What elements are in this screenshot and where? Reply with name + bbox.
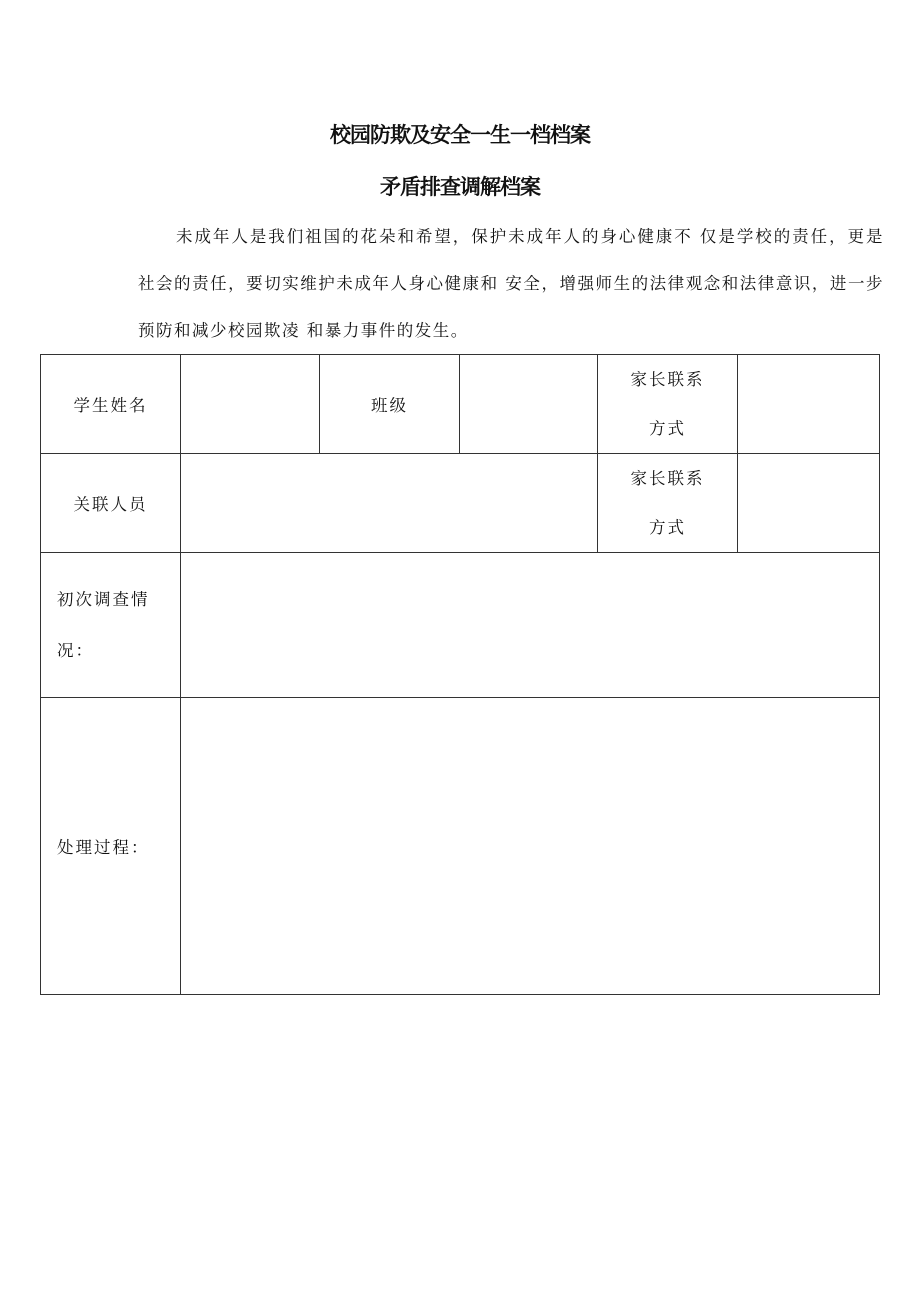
initial-investigation-label-line1: 初次调查情 — [57, 590, 150, 609]
handling-process-label: 处理过程： — [41, 698, 181, 995]
table-row — [41, 698, 880, 995]
student-name-label: 学生姓名 — [41, 355, 181, 454]
initial-investigation-label-line2: 况： — [57, 641, 94, 660]
table-row — [41, 355, 880, 454]
intro-paragraph: 未成年人是我们祖国的花朵和希望，保护未成年人的身心健康不 仅是学校的责任，更是社会的责任，要切实维护未成年人身心健康和 安全，增强师生的法律观念和法律意识，进一步预防和减少校园欺凌 和暴力事件的发生。 — [138, 227, 884, 340]
class-label: 班级 — [320, 355, 460, 454]
parent-contact-label — [598, 355, 738, 454]
document-title: 校园防欺及安全一生一档档案 — [330, 123, 590, 147]
parent-contact-label-line2: 方式 — [649, 419, 686, 438]
initial-investigation-field[interactable] — [181, 553, 880, 698]
related-persons-field[interactable] — [181, 454, 598, 553]
document-subtitle: 矛盾排查调解档案 — [380, 175, 540, 199]
student-name-field[interactable] — [181, 355, 320, 454]
mediation-record-table — [40, 354, 880, 995]
table-row — [41, 454, 880, 553]
parent-contact2-field[interactable] — [738, 454, 880, 553]
parent-contact2-label-line2: 方式 — [649, 518, 686, 537]
parent-contact-field[interactable] — [738, 355, 880, 454]
parent-contact2-label-line1: 家长联系 — [630, 469, 705, 488]
related-persons-label: 关联人员 — [41, 454, 181, 553]
class-field[interactable] — [460, 355, 598, 454]
handling-process-field[interactable] — [181, 698, 880, 995]
parent-contact2-label — [598, 454, 738, 553]
initial-investigation-label — [41, 553, 181, 698]
parent-contact-label-line1: 家长联系 — [630, 370, 705, 389]
table-row — [41, 553, 880, 698]
